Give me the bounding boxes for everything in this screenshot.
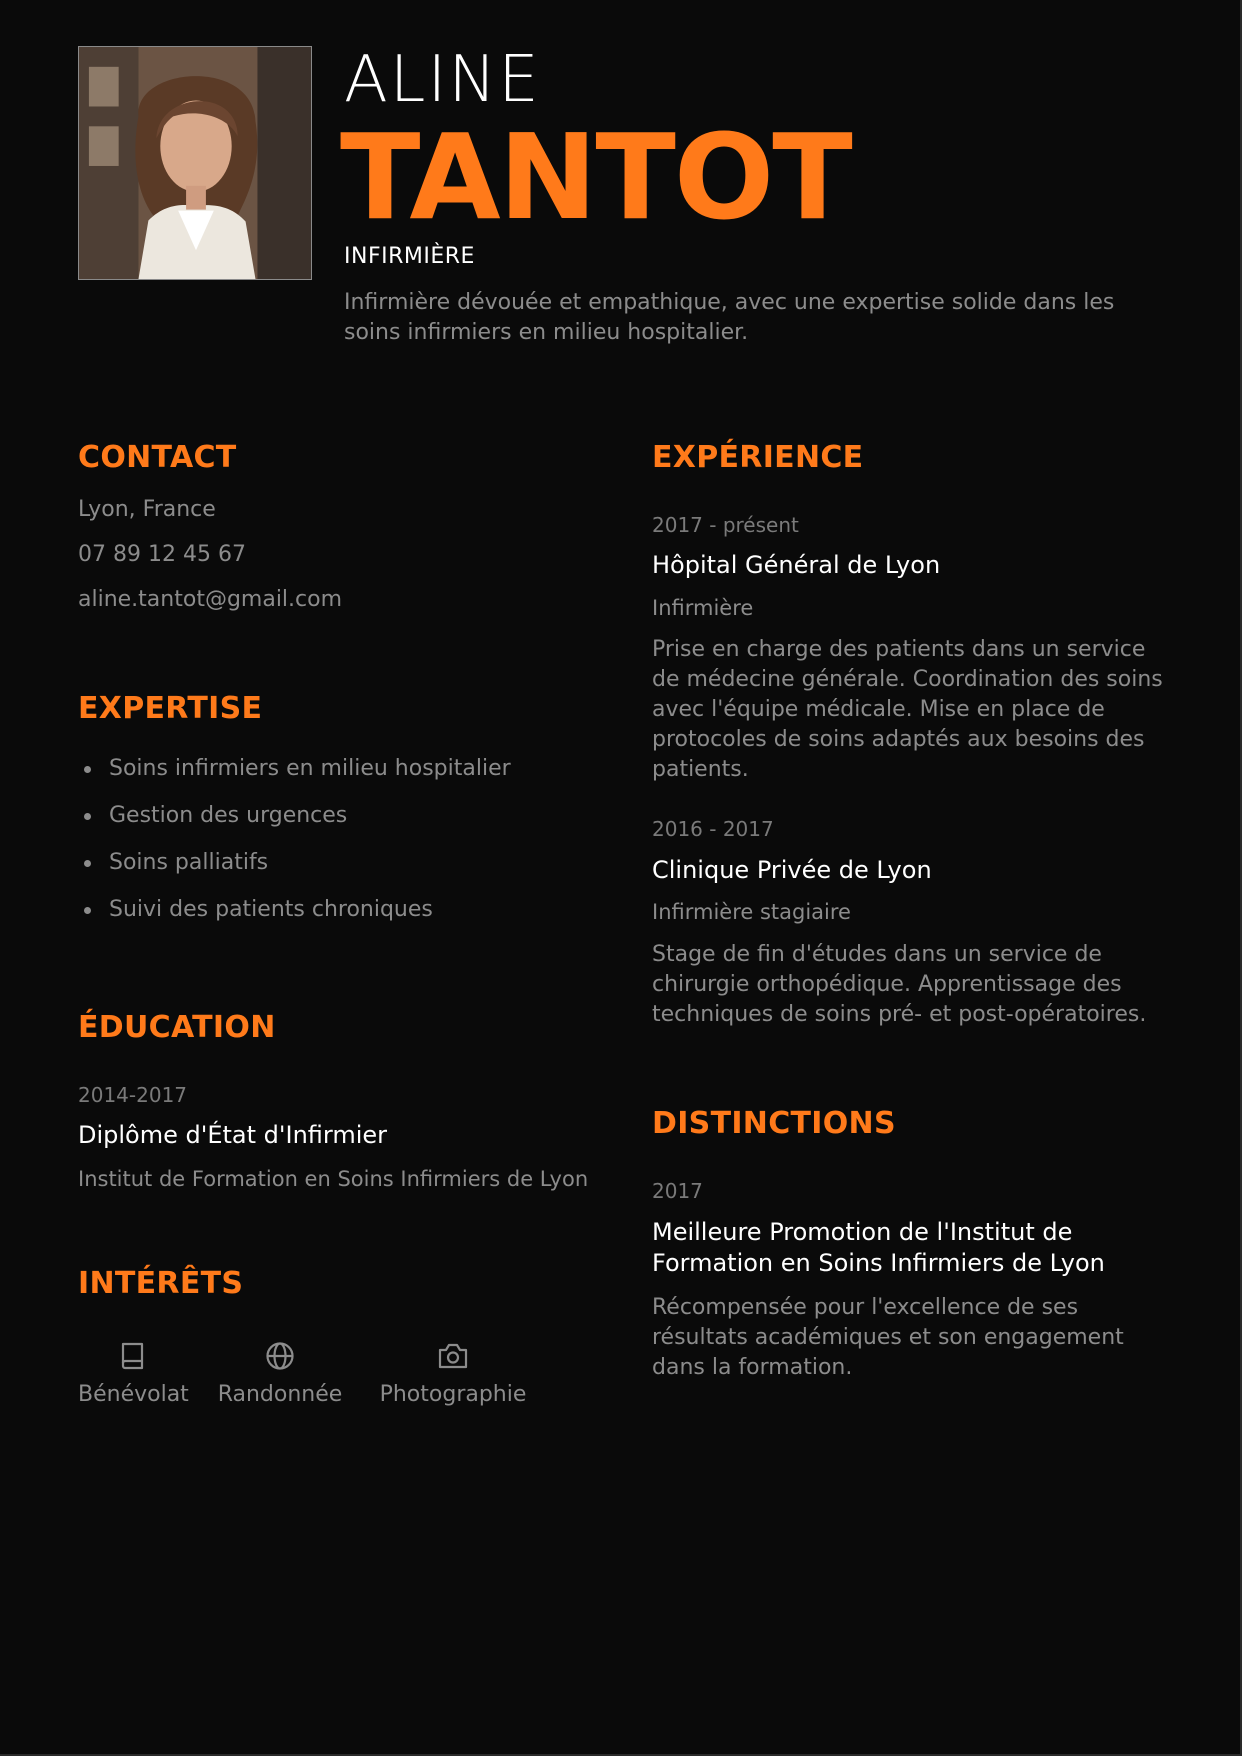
experience-heading: EXPÉRIENCE — [652, 440, 864, 475]
interest-item — [376, 1340, 530, 1407]
last-name: TANTOT — [340, 108, 851, 246]
contact-location: Lyon, France — [78, 497, 216, 522]
camera-icon — [436, 1340, 470, 1372]
job-title: INFIRMIÈRE — [344, 244, 475, 269]
experience-description: Stage de fin d'études dans un service de chirurgie orthopédique. Apprentissage des techniques de soins pré- et post-opératoires. — [652, 942, 1147, 1027]
experience-role: Infirmière stagiaire — [652, 900, 851, 924]
portrait-illustration — [79, 47, 311, 279]
profile-summary: Infirmière dévouée et empathique, avec une expertise solide dans les soins infirmiers en milieu hospitalier. — [344, 290, 1115, 345]
education-date: 2014-2017 — [78, 1083, 188, 1107]
experience-description: Prise en charge des patients dans un service de médecine générale. Coordination des soins avec l'équipe médicale. Mise en place de protocoles de soins adaptés aux besoins des patients. — [652, 637, 1163, 782]
interest-label: Photographie — [379, 1382, 527, 1407]
interest-label: Randonnée — [217, 1382, 343, 1407]
experience-date: 2016 - 2017 — [652, 817, 774, 841]
contact-phone: 07 89 12 45 67 — [78, 542, 246, 567]
interest-item — [215, 1340, 345, 1407]
distinctions-heading: DISTINCTIONS — [652, 1106, 896, 1141]
distinction-description: Récompensée pour l'excellence de ses résultats académiques et son engagement dans la formation. — [652, 1295, 1124, 1380]
first-name: ALINE — [344, 43, 541, 117]
distinction-award: Meilleure Promotion de l'Institut de Formation en Soins Infirmiers de Lyon — [652, 1218, 1105, 1277]
distinction-date: 2017 — [652, 1179, 703, 1203]
expertise-item: Suivi des patients chroniques — [78, 895, 511, 942]
expertise-heading: EXPERTISE — [78, 691, 263, 726]
education-degree: Diplôme d'État d'Infirmier — [78, 1121, 388, 1149]
expertise-item: Gestion des urgences — [78, 801, 511, 848]
expertise-item: Soins infirmiers en milieu hospitalier — [78, 754, 511, 801]
contact-heading: CONTACT — [78, 440, 237, 475]
expertise-list — [78, 754, 511, 942]
contact-email: aline.tantot@gmail.com — [78, 587, 343, 612]
education-school: Institut de Formation en Soins Infirmiers de Lyon — [78, 1167, 589, 1191]
profile-photo — [78, 46, 312, 280]
education-heading: ÉDUCATION — [78, 1010, 276, 1045]
experience-role: Infirmière — [652, 596, 754, 620]
expertise-item: Soins palliatifs — [78, 848, 511, 895]
experience-employer: Clinique Privée de Lyon — [652, 856, 932, 884]
experience-employer: Hôpital Général de Lyon — [652, 551, 941, 579]
interests-heading: INTÉRÊTS — [78, 1266, 244, 1301]
interest-item — [78, 1340, 188, 1407]
interest-label: Bénévolat — [78, 1382, 189, 1407]
globe-icon — [264, 1340, 296, 1372]
experience-date: 2017 - présent — [652, 513, 799, 537]
book-icon — [118, 1340, 148, 1372]
